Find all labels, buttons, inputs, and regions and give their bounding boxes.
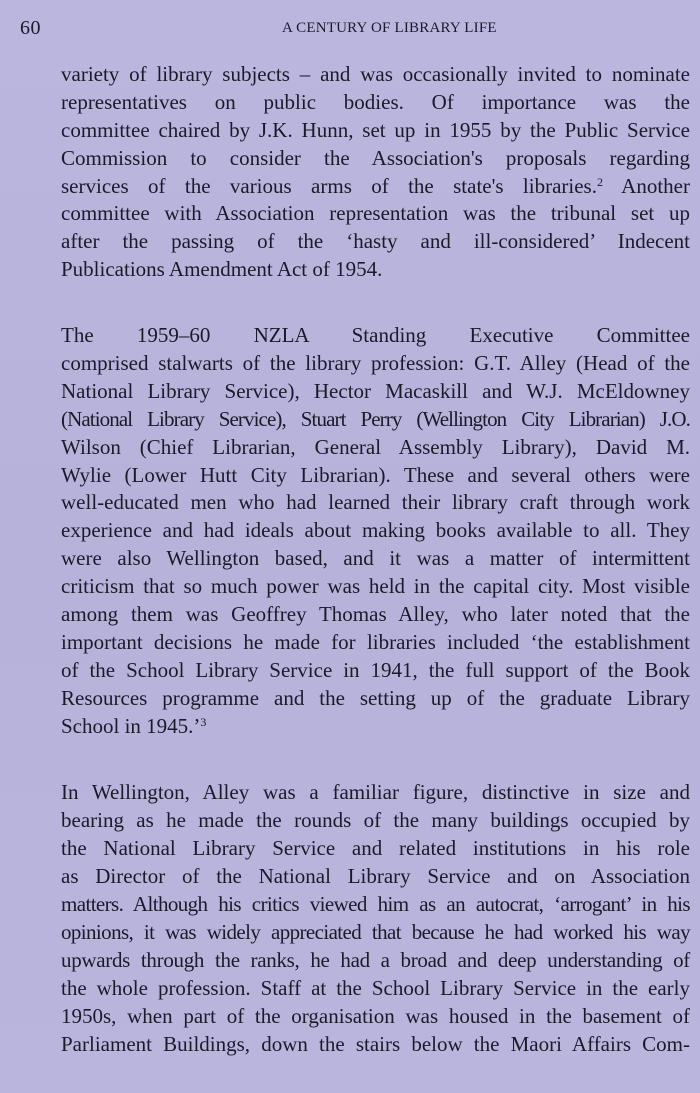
text-line: National Library Service), Hector Macaskill and W.J. McEldowney	[61, 378, 690, 403]
text-line: criticism that so much power was held in the capital city. Most visible	[61, 574, 690, 599]
text-line: among them was Geoffrey Thomas Alley, who later noted that the	[61, 602, 690, 627]
text-line: were also Wellington based, and it was a matter of intermittent	[61, 546, 690, 571]
paragraph-2	[61, 322, 690, 740]
text-line: committee with Association representation was the tribunal set up	[61, 201, 690, 226]
page-number: 60	[20, 17, 41, 39]
text-line: the whole profession. Staff at the School Library Service in the early	[61, 975, 690, 1000]
text-line: of the School Library Service in 1941, the full support of the Book	[61, 657, 690, 682]
footnote-marker: 3	[200, 714, 207, 729]
text-line: representatives on public bodies. Of importance was the	[61, 89, 690, 114]
running-head: A CENTURY OF LIBRARY LIFE	[282, 20, 497, 36]
text-line: committee chaired by J.K. Hunn, set up in 1955 by the Public Service	[61, 117, 690, 142]
text-line: comprised stalwarts of the library profession: G.T. Alley (Head of the	[61, 351, 690, 376]
text-line-with-footnote	[61, 173, 690, 201]
text-line: the National Library Service and related institutions in his role	[61, 836, 690, 861]
text-line: bearing as he made the rounds of the many buildings occupied by	[61, 808, 690, 833]
text-line: important decisions he made for libraries included ‘the establishment	[61, 629, 690, 654]
text-line: In Wellington, Alley was a familiar figure, distinctive in size and	[61, 780, 690, 805]
text-line: upwards through the ranks, he had a broad and deep understanding of	[61, 947, 690, 972]
text-line: as Director of the National Library Service and on Association	[61, 864, 690, 889]
footnote-marker: 2	[596, 174, 603, 189]
text-line: after the passing of the ‘hasty and ill-considered’ Indecent	[61, 229, 690, 254]
text-fragment: Another	[602, 173, 690, 198]
text-fragment: School in 1945.’	[61, 713, 201, 738]
text-line: well-educated men who had learned their library craft through work	[61, 490, 690, 515]
paragraph-3	[61, 779, 690, 1058]
page-body	[61, 61, 690, 1058]
text-line: Publications Amendment Act of 1954.	[61, 257, 383, 282]
text-line: Parliament Buildings, down the stairs below the Maori Affairs Com-	[61, 1031, 690, 1056]
text-line: Commission to consider the Association's proposals regarding	[61, 145, 690, 170]
text-line: opinions, it was widely appreciated that because he had worked his way	[61, 919, 690, 944]
text-line: experience and had ideals about making books available to all. They	[61, 518, 690, 543]
text-fragment: services of the various arms of the state's libraries.	[61, 173, 597, 198]
text-line: variety of library subjects – and was occasionally invited to nominate	[61, 62, 690, 86]
paragraph-1	[61, 61, 690, 284]
page-header	[20, 17, 688, 43]
text-line: Wylie (Lower Hutt City Librarian). These and several others were	[61, 462, 690, 487]
text-line: Wilson (Chief Librarian, General Assembly Library), David M.	[61, 434, 690, 459]
text-line-with-footnote	[61, 713, 690, 741]
text-line: Resources programme and the setting up of the graduate Library	[61, 685, 690, 710]
text-line: (National Library Service), Stuart Perry (Wellington City Librarian) J.O.	[61, 406, 690, 431]
text-line: The 1959–60 NZLA Standing Executive Committee	[61, 323, 690, 348]
text-line: 1950s, when part of the organisation was housed in the basement of	[61, 1003, 690, 1028]
text-line: matters. Although his critics viewed him as an autocrat, ‘arrogant’ in his	[61, 892, 690, 917]
